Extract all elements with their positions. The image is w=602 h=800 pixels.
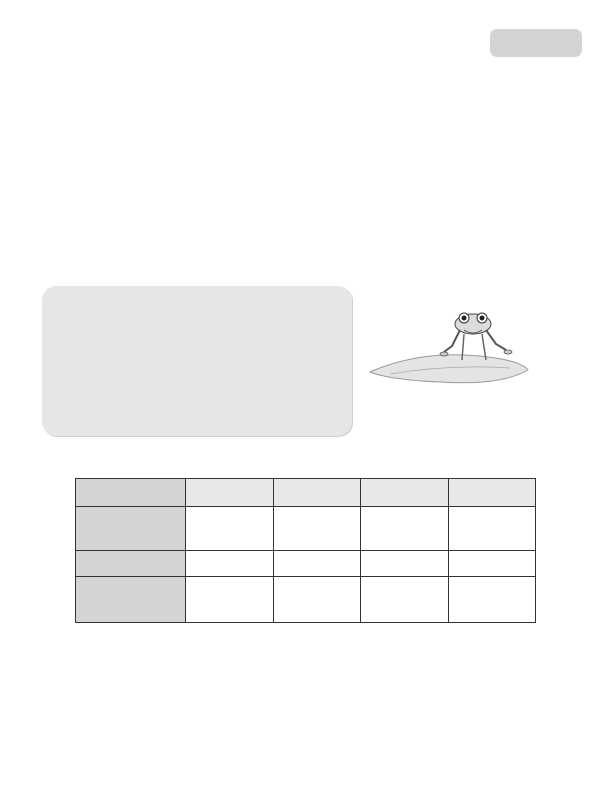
- teacher-grand-staff: [0, 680, 602, 790]
- key-column-a: [448, 479, 536, 507]
- row-label-fill: [76, 507, 186, 551]
- assigned-cell[interactable]: [273, 551, 361, 577]
- assigned-cell[interactable]: [361, 551, 449, 577]
- callout-background: [42, 286, 352, 436]
- key-column-g: [273, 479, 361, 507]
- tree-frog-illustration: [360, 300, 530, 390]
- black-key-dots[interactable]: [186, 507, 274, 551]
- mastered-cell[interactable]: [273, 577, 361, 623]
- checklist-callout: [42, 286, 352, 436]
- table-header-row: [76, 479, 536, 507]
- black-key-dots[interactable]: [361, 507, 449, 551]
- mastered-cell[interactable]: [448, 577, 536, 623]
- row-label-assigned: [76, 551, 186, 577]
- table-row-fill-dots: [76, 507, 536, 551]
- student-grand-staff: [0, 0, 602, 260]
- black-key-dots[interactable]: [448, 507, 536, 551]
- black-key-dots[interactable]: [273, 507, 361, 551]
- mastered-cell[interactable]: [186, 577, 274, 623]
- assigned-cell[interactable]: [448, 551, 536, 577]
- key-header: [76, 479, 186, 507]
- mastered-cell[interactable]: [361, 577, 449, 623]
- progress-table: [75, 478, 536, 623]
- key-column-c: [186, 479, 274, 507]
- row-label-mastered: [76, 577, 186, 623]
- assigned-cell[interactable]: [186, 551, 274, 577]
- table-row-mastered: [76, 577, 536, 623]
- key-column-d: [361, 479, 449, 507]
- table-row-assigned: [76, 551, 536, 577]
